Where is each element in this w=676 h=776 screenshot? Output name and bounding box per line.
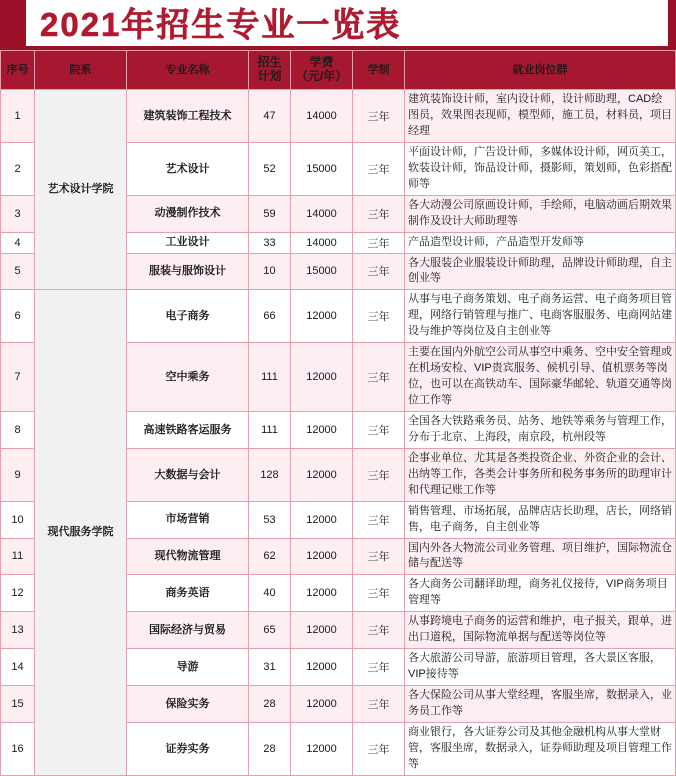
table-row — [1, 90, 676, 143]
cell-major: 动漫制作技术 — [127, 195, 249, 232]
cell-fee: 12000 — [291, 575, 353, 612]
cell-plan: 53 — [249, 501, 291, 538]
cell-major: 建筑装饰工程技术 — [127, 90, 249, 143]
cell-plan: 47 — [249, 90, 291, 143]
majors-table — [0, 50, 676, 776]
cell-plan: 28 — [249, 722, 291, 775]
cell-no: 12 — [1, 575, 35, 612]
cell-jobs: 各大动漫公司原画设计师，手绘师，电脑动画后期效果制作及设计大师助理等 — [405, 195, 676, 232]
cell-years: 三年 — [353, 290, 405, 343]
banner-right-accent — [668, 0, 676, 50]
cell-plan: 10 — [249, 253, 291, 290]
cell-major: 高速铁路客运服务 — [127, 411, 249, 448]
cell-years: 三年 — [353, 411, 405, 448]
cell-major: 服装与服饰设计 — [127, 253, 249, 290]
header-years: 学制 — [353, 51, 405, 90]
cell-jobs: 各大商务公司翻译助理，商务礼仪接待，VIP商务项目管理等 — [405, 575, 676, 612]
cell-fee: 15000 — [291, 253, 353, 290]
cell-no: 10 — [1, 501, 35, 538]
cell-major: 国际经济与贸易 — [127, 612, 249, 649]
cell-plan: 31 — [249, 649, 291, 686]
cell-no: 7 — [1, 343, 35, 412]
cell-fee: 12000 — [291, 722, 353, 775]
title-banner — [0, 0, 676, 50]
cell-fee: 12000 — [291, 649, 353, 686]
cell-fee: 12000 — [291, 290, 353, 343]
cell-major: 现代物流管理 — [127, 538, 249, 575]
cell-plan: 128 — [249, 448, 291, 501]
cell-plan: 59 — [249, 195, 291, 232]
cell-major: 空中乘务 — [127, 343, 249, 412]
cell-no: 16 — [1, 722, 35, 775]
cell-major: 艺术设计 — [127, 142, 249, 195]
cell-plan: 66 — [249, 290, 291, 343]
cell-jobs: 从事跨境电子商务的运营和维护，电子报关，跟单，进出口道税，国际物流单据与配送等岗位等 — [405, 612, 676, 649]
table-row — [1, 290, 676, 343]
cell-no: 8 — [1, 411, 35, 448]
cell-jobs: 各大保险公司从事大堂经理，客服坐席，数据录入，业务员工作等 — [405, 686, 676, 723]
cell-fee: 15000 — [291, 142, 353, 195]
cell-years: 三年 — [353, 538, 405, 575]
cell-jobs: 国内外各大物流公司业务管理、项目维护，国际物流仓储与配送等 — [405, 538, 676, 575]
cell-plan: 40 — [249, 575, 291, 612]
cell-no: 5 — [1, 253, 35, 290]
cell-years: 三年 — [353, 649, 405, 686]
cell-major: 保险实务 — [127, 686, 249, 723]
cell-no: 9 — [1, 448, 35, 501]
cell-jobs: 全国各大铁路乘务员、站务、地铁等乘务与管理工作，分布于北京、上海段，南京段，杭州段等 — [405, 411, 676, 448]
cell-no: 6 — [1, 290, 35, 343]
cell-jobs: 从事与电子商务策划、电子商务运营、电子商务项目管理，网络行销管理与推广、电商客服服务、电商网站建设与维护等岗位及自主创业等 — [405, 290, 676, 343]
header-department: 院系 — [35, 51, 127, 90]
cell-major: 工业设计 — [127, 232, 249, 253]
cell-no: 14 — [1, 649, 35, 686]
cell-major: 市场营销 — [127, 501, 249, 538]
cell-fee: 12000 — [291, 686, 353, 723]
cell-years: 三年 — [353, 575, 405, 612]
cell-fee: 12000 — [291, 501, 353, 538]
cell-jobs: 商业银行，各大证券公司及其他金融机构从事大堂财管，客服坐席，数据录入，证券师助理及项目管理工作等 — [405, 722, 676, 775]
cell-department: 艺术设计学院 — [35, 90, 127, 290]
cell-department: 现代服务学院 — [35, 290, 127, 775]
cell-years: 三年 — [353, 722, 405, 775]
header-plan: 招生 计划 — [249, 51, 291, 90]
cell-no: 15 — [1, 686, 35, 723]
cell-years: 三年 — [353, 253, 405, 290]
cell-years: 三年 — [353, 232, 405, 253]
header-jobs: 就业岗位群 — [405, 51, 676, 90]
cell-years: 三年 — [353, 612, 405, 649]
header-row — [1, 51, 676, 90]
cell-fee: 14000 — [291, 195, 353, 232]
cell-no: 1 — [1, 90, 35, 143]
cell-years: 三年 — [353, 142, 405, 195]
cell-no: 2 — [1, 142, 35, 195]
header-fee: 学费 （元/年） — [291, 51, 353, 90]
cell-no: 13 — [1, 612, 35, 649]
cell-jobs: 建筑装饰设计师，室内设计师，设计师助理，CAD绘图员，效果图表现师，模型师，施工员，材料员，项目经理 — [405, 90, 676, 143]
header-no: 序号 — [1, 51, 35, 90]
cell-fee: 14000 — [291, 232, 353, 253]
cell-plan: 28 — [249, 686, 291, 723]
cell-fee: 12000 — [291, 343, 353, 412]
cell-major: 大数据与会计 — [127, 448, 249, 501]
cell-fee: 12000 — [291, 612, 353, 649]
cell-jobs: 各大旅游公司导游，旅游项目管理，各大景区客服，VIP接待等 — [405, 649, 676, 686]
cell-plan: 111 — [249, 411, 291, 448]
cell-jobs: 平面设计师，广告设计师，多媒体设计师，网页美工，软装设计师，饰品设计师，摄影师，策划师，色彩搭配师等 — [405, 142, 676, 195]
cell-plan: 62 — [249, 538, 291, 575]
cell-plan: 33 — [249, 232, 291, 253]
cell-major: 商务英语 — [127, 575, 249, 612]
table-head — [1, 51, 676, 90]
cell-major: 电子商务 — [127, 290, 249, 343]
cell-years: 三年 — [353, 686, 405, 723]
cell-years: 三年 — [353, 448, 405, 501]
cell-major: 证券实务 — [127, 722, 249, 775]
cell-years: 三年 — [353, 195, 405, 232]
cell-fee: 12000 — [291, 448, 353, 501]
cell-plan: 65 — [249, 612, 291, 649]
cell-plan: 111 — [249, 343, 291, 412]
cell-years: 三年 — [353, 343, 405, 412]
cell-fee: 14000 — [291, 90, 353, 143]
cell-jobs: 产品造型设计师，产品造型开发师等 — [405, 232, 676, 253]
cell-years: 三年 — [353, 501, 405, 538]
cell-no: 3 — [1, 195, 35, 232]
cell-major: 导游 — [127, 649, 249, 686]
cell-fee: 12000 — [291, 538, 353, 575]
cell-jobs: 各大服装企业服装设计师助理，品牌设计师助理，自主创业等 — [405, 253, 676, 290]
cell-no: 4 — [1, 232, 35, 253]
cell-years: 三年 — [353, 90, 405, 143]
cell-jobs: 销售管理、市场拓展，品牌店店长助理，店长，网络销售，电子商务，自主创业等 — [405, 501, 676, 538]
table-body — [1, 90, 676, 776]
cell-no: 11 — [1, 538, 35, 575]
banner-underline — [0, 46, 676, 50]
header-major: 专业名称 — [127, 51, 249, 90]
cell-jobs: 主要在国内外航空公司从事空中乘务、空中安全管理或在机场安检、VIP贵宾服务、候机引导、值机票务等岗位，也可以在高铁动车、国际豪华邮轮、轨道交通等岗位工作等 — [405, 343, 676, 412]
cell-fee: 12000 — [291, 411, 353, 448]
cell-jobs: 企事业单位、尤其是各类投资企业、外资企业的会计、出纳等工作，各类会计事务所和税务事务所的助理审计和代理记账工作等 — [405, 448, 676, 501]
cell-plan: 52 — [249, 142, 291, 195]
banner-left-accent — [0, 0, 26, 50]
page-title: 2021年招生专业一览表 — [40, 6, 402, 43]
